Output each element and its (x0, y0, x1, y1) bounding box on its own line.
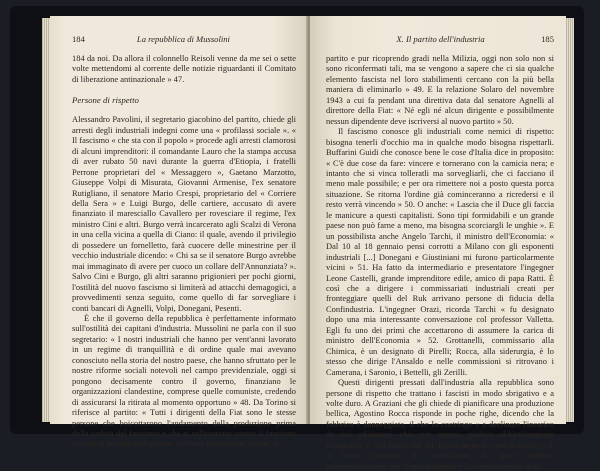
right-running-head (326, 34, 554, 44)
right-page-edges (566, 18, 574, 422)
left-running-title: La repubblica di Mussolini (136, 34, 230, 44)
right-paragraph-3: Questi dirigenti pressati dall'industria alla repubblica sono persone di rispetto che trattano i fascisti in modo sbrigativo e a volte duro. A Graziani che gli chiede di pianificare una produzione bellica, Agostino Rocca risponde in poche righe, dicendo che la fabbrica è danneggiata, il che lo costringe « a declinare l'incarico da voi affidatomi che, per contro, giudico obbiettivamente inseguibile ». Nel marzo del '44, Rocca mette le carte in tavola: « È in corso avanzato di costituzione, da parte tedesca, un'organizzazione per l'inquadramento e il coordinamento della (326, 377, 554, 471)
open-book (10, 6, 584, 471)
right-paragraph-1: partito e pur ricoprendo gradi nella Milizia, oggi non solo non si sono riconfermati tali, ma se vengono a sapere che ci sia qualche elemento fascista nel loro stabilimenti cercano con la più bella maniera di eliminarlo » 49. E la relazione Solaro del novembre 1943 a cui fa pendant una direttiva data dal senatore Agnelli al direttore della Fiat: « Né egli né alcun dirigente e possibilmente nessun dipendente deve iscriversi al nuovo partito » 50. (326, 53, 554, 126)
left-running-head (72, 34, 296, 44)
left-page (50, 16, 308, 449)
section-title: Persone di rispetto (72, 95, 139, 106)
left-page-edges (42, 18, 50, 422)
right-page (310, 16, 566, 471)
left-opening-text: 184 da noi. Da allora il colonnello Reisoli venne da me sei o sette volte mettendomi al corrente delle notizie riguardanti il Comitato di liberazione antinazionale » 47. (72, 53, 296, 84)
left-paragraph-1: Alessandro Pavolini, il segretario giacobino del partito, chiede gli arresti degli industriali indegni come una « profilassi sociale ». « Il fascismo « che sta con il popolo » procede agli arresti clamorosi di alcuni imprenditori: il comandante Lauro che la stampa accusa di aver rubato 50 navi durante la guerra d'Etiopia, i fratelli Perrone proprietari del « Messaggero », Gaetano Marzotto, Giuseppe Volpi di Misurata, Giovanni Armenise, l'ex senatore Rutigliano, il senatore Mario Crespi, proprietario del « Corriere della Sera » e Luigi Burgo, delle cartiere, accusato di avere finanziato il maresciallo Cavallero per rovesciare il regime, l'ex ministro Cini e altri. Burgo verrà incarcerato agli Scalzi di Verona in una cella vicina a quella di Ciano: il quale, avendo il privilegio di possedere un fornelletto, farà cuocere delle minestrine per il vecchio industriale dicendo: « Chi sa se il senatore Burgo avrebbe mai immaginato di avere per cuoco un collare dell'Annunziata? ». Salvo Cini e Burgo, gli altri saranno prigionieri per pochi giorni, l'ostilità del nuovo fascismo si limiterà ad attacchi demagogici, a provvedimenti senza seguito, come quello di far sorvegliare i conti bancari di Agnelli, Volpi, Donegani, Pesenti. (72, 114, 296, 313)
right-paragraph-2: Il fascismo conosce gli industriali come nemici di rispetto: bisogna tenerli d'occhio ma in qualche modo bisogna rispettarli. Buffarini Guidi che conosce bene le cose d'Italia dice in proposito: « C'è due cose da fare: vincere e tornerano con la camicia nera; e intanto che si vinca tolleratli ma sorvegliarli, che ci facciano il meno male possibile; e per ora rimettere noi a posto questa porca situazione. Se ritorna l'ordine già cominceranno a ricredersi e il resto verrà vincendo » 50. O anche: « Lascia che il Duce gli faccia le manicure a questi capitalisti. Sono tipi formidabili e un grande paese non può farne a meno, ma bisogna scorciargli le unghie ». E un possibilista anche Angelo Tarchi, il ministro dell'Economia: « Dal 10 al 18 gennaio pensi corrotti a Milano con gli esponenti industriali [...] Donegani e Giustiniani mi furono particolarmente vicini » 51. Ha fatto da intermediario e presentatore l'ingegner Leone Castelli, grande imprenditore edile, amico di papa Ratti. È così che a dirigere i commissariati industriali creati per fronteggiare quelli del Ruk arrivano persone di fiducia della Confindustria. L'ingegner Orazi, ricorda Tarchi « fu designato dopo una mia interessante conversazione col professor Valletta. Egli fu uno dei primi che accettarono di assumere la carica di ministro dell'Economia » 52. Grottanelli, commissario alla Chimica, è un designato di Pirelli; Rocca, alla siderurgia, è lo stesso che dirige l'Ansaldo e nelle commissioni si ritrovano i Camerana, i Saronio, i Bettelli, gli Zerilli. (326, 126, 554, 377)
left-paragraph-2: È che il governo della repubblica è perfettamente informato sull'ostilità dei capitani d'industria. Mussolini ne parla con il suo segretario: « I nostri industriali che hanno per vent'anni lavorato in un regime di tranquillità e di ordine quale mai avevano conosciuto nella storia del nostro paese, che hanno sfruttato per le nostre riforme sociali notevoli nel campo previdenziale, oggi si pongono decisamente contro il governo, finanziano le organizzazioni clandestine, comprese quelle comuniste, credendo di assicurarsi la ritirata al momento opportuno » 48. Da Torino si riferisce al partito: « Tutti i dirigenti della Fiat sono le stesse persone che boicottarono l'andamento della produzione prima della caduta del fascismo e che si sollevarono contro il fascismo durante il periodo badogliano. Sebbene fossero tutti iscritti al (72, 312, 296, 449)
right-running-title: X. Il partito dell'industria (396, 34, 485, 44)
left-page-number: 184 (72, 34, 85, 44)
right-page-number: 185 (541, 34, 554, 44)
